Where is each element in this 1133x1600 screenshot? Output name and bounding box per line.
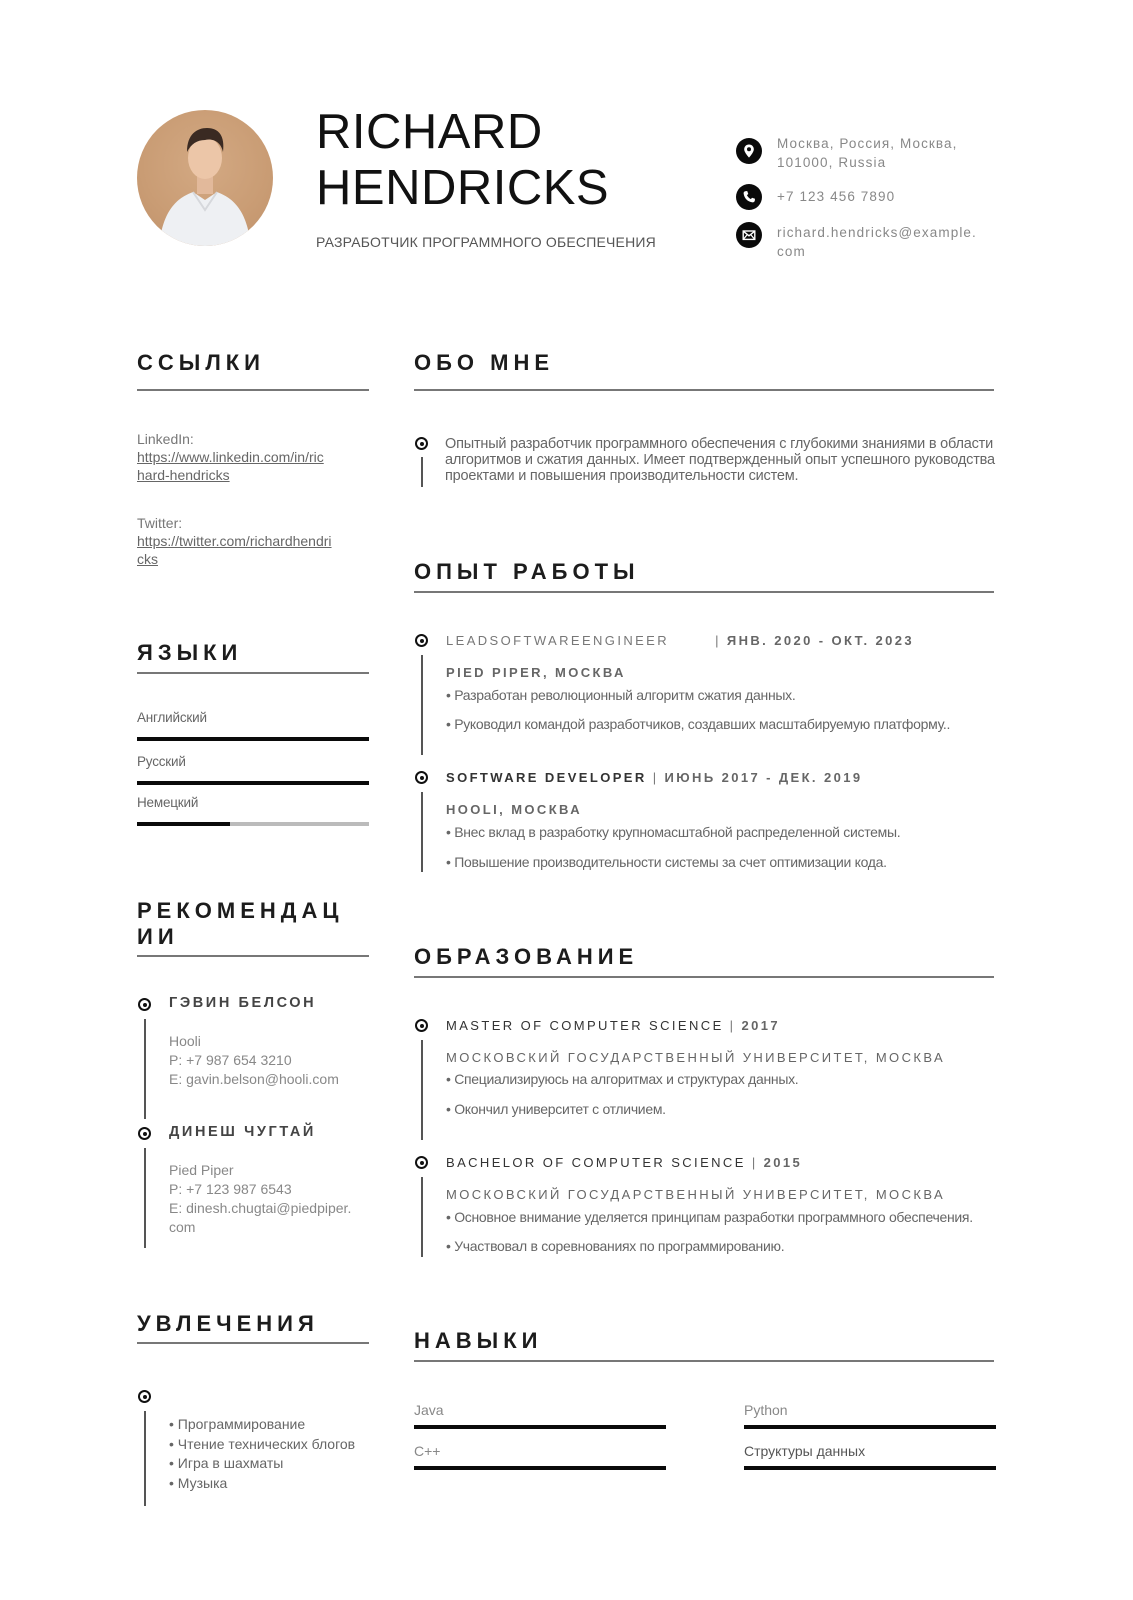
reference-company: Pied Piper — [169, 1162, 234, 1178]
degree-year: 2017 — [741, 1018, 780, 1033]
skills-heading: НАВЫКИ — [414, 1328, 543, 1353]
envelope-icon — [736, 222, 762, 248]
timeline-dot-icon — [138, 1127, 151, 1140]
reference-name: ДИНЕШ ЧУГТАЙ — [169, 1124, 316, 1140]
hobby-item: • Музыка — [169, 1474, 228, 1491]
links-divider — [137, 389, 369, 391]
email-text[interactable] — [777, 223, 1007, 261]
timeline-dot-icon — [415, 1156, 428, 1169]
profile-photo-icon — [137, 110, 273, 246]
skill-python-bar — [744, 1425, 996, 1429]
timeline-line — [421, 1040, 423, 1140]
experience-divider — [414, 591, 994, 593]
degree-heading — [446, 1155, 802, 1170]
language-german: Немецкий — [137, 795, 199, 810]
contact-email — [736, 222, 1007, 261]
job-company: PIED PIPER, МОСКВА — [446, 665, 626, 680]
address-line-1: Москва, Россия, Москва, — [777, 136, 958, 151]
degree-bullet: • Участвовал в соревнованиях по программированию. — [446, 1238, 785, 1254]
timeline-line — [144, 1019, 146, 1119]
job-company: HOOLI, МОСКВА — [446, 802, 582, 817]
reference-email: E: dinesh.chugtai@piedpiper. — [169, 1200, 352, 1216]
timeline-line — [421, 792, 423, 872]
linkedin-label: LinkedIn: — [137, 431, 194, 447]
skills-divider — [414, 1360, 994, 1362]
references-heading-line-1: РЕКОМЕНДАЦ — [137, 898, 344, 923]
twitter-url[interactable] — [137, 532, 367, 568]
job-bullet: • Внес вклад в разработку крупномасштабной распределенной системы. — [446, 824, 901, 840]
timeline-dot-icon — [415, 1019, 428, 1032]
job-role: LEADSOFTWAREENGINEER — [446, 633, 670, 648]
language-english: Английский — [137, 710, 207, 725]
language-german-bar — [137, 822, 369, 826]
education-divider — [414, 976, 994, 978]
job-bullet: • Руководил командой разработчиков, создавших масштабируемую платформу.. — [446, 716, 951, 732]
job-separator: | — [652, 770, 659, 785]
job-separator: | — [715, 633, 721, 648]
timeline-dot-icon — [415, 437, 428, 450]
skill-java: Java — [414, 1402, 444, 1418]
hobbies-heading: УВЛЕЧЕНИЯ — [137, 1311, 319, 1336]
name-last: HENDRICKS — [316, 161, 610, 215]
language-english-fill — [137, 737, 369, 741]
hobbies-list — [169, 1415, 355, 1493]
references-heading — [137, 898, 343, 950]
linkedin-url-line-1: https://www.linkedin.com/in/ric — [137, 449, 324, 465]
degree-bullet: • Специализируюсь на алгоритмах и структурах данных. — [446, 1071, 799, 1087]
skill-data-structures: Структуры данных — [744, 1443, 866, 1459]
reference-details — [169, 1161, 379, 1237]
twitter-url-line-2: cks — [137, 551, 158, 567]
avatar — [137, 110, 273, 246]
about-text: Опытный разработчик программного обеспечения с глубокими знаниями в области алгоритмов и сжатия данных. Имеет подтвержденный опыт успешного руководства проектами и повышения производительности систем. — [445, 436, 995, 484]
degree-separator: | — [729, 1018, 736, 1033]
reference-phone: P: +7 987 654 3210 — [169, 1052, 292, 1068]
email-line-1: richard.hendricks@example. — [777, 225, 977, 240]
link-linkedin — [137, 430, 367, 484]
reference-email-line-2: com — [169, 1219, 196, 1235]
degree-school: МОСКОВСКИЙ ГОСУДАРСТВЕННЫЙ УНИВЕРСИТЕТ, МОСКВА — [446, 1187, 946, 1202]
address-line-2: 101000, Russia — [777, 155, 887, 170]
references-divider — [137, 955, 369, 957]
timeline-line — [421, 655, 423, 755]
reference-name: ГЭВИН БЕЛСОН — [169, 995, 317, 1011]
education-heading: ОБРАЗОВАНИЕ — [414, 944, 639, 969]
location-pin-icon — [736, 138, 762, 164]
timeline-line — [421, 457, 423, 487]
job-title: РАЗРАБОТЧИК ПРОГРАММНОГО ОБЕСПЕЧЕНИЯ — [316, 234, 656, 250]
timeline-dot-icon — [415, 771, 428, 784]
job-dates: ИЮНЬ 2017 - ДЕК. 2019 — [664, 770, 863, 785]
name-first: RICHARD — [316, 105, 543, 159]
language-german-fill — [137, 822, 230, 826]
timeline-line — [144, 1411, 146, 1506]
hobby-item: • Чтение технических блогов — [169, 1435, 356, 1452]
degree-school: МОСКОВСКИЙ ГОСУДАРСТВЕННЫЙ УНИВЕРСИТЕТ, МОСКВА — [446, 1050, 946, 1065]
link-twitter — [137, 514, 367, 568]
contact-address — [736, 138, 1007, 172]
timeline-dot-icon — [415, 634, 428, 647]
about-divider — [414, 389, 994, 391]
experience-heading: ОПЫТ РАБОТЫ — [414, 559, 640, 584]
phone-text: +7 123 456 7890 — [777, 189, 896, 204]
reference-phone: P: +7 123 987 6543 — [169, 1181, 292, 1197]
candidate-name — [316, 104, 609, 216]
twitter-label: Twitter: — [137, 515, 183, 531]
skill-cpp-bar — [414, 1466, 666, 1470]
about-heading: ОБО МНЕ — [414, 350, 555, 375]
job-bullet: • Повышение производительности системы за счет оптимизации кода. — [446, 854, 887, 870]
reference-email: E: gavin.belson@hooli.com — [169, 1071, 339, 1087]
skill-data-structures-bar — [744, 1466, 996, 1470]
job-role: SOFTWARE DEVELOPER — [446, 770, 647, 785]
degree-heading — [446, 1018, 780, 1033]
job-dates: ЯНВ. 2020 - ОКТ. 2023 — [726, 633, 915, 648]
degree-separator: | — [751, 1155, 758, 1170]
timeline-line — [144, 1148, 146, 1248]
degree-name: MASTER OF COMPUTER SCIENCE — [446, 1018, 724, 1033]
degree-bullet: • Окончил университет с отличием. — [446, 1101, 666, 1117]
degree-year: 2015 — [763, 1155, 803, 1170]
skill-cpp: C++ — [414, 1443, 441, 1459]
language-russian-bar — [137, 781, 369, 785]
timeline-dot-icon — [138, 1390, 151, 1403]
references-heading-line-2: ИИ — [137, 924, 179, 949]
reference-company: Hooli — [169, 1033, 201, 1049]
hobby-item: • Программирование — [169, 1416, 306, 1432]
twitter-url-line-1: https://twitter.com/richardhendri — [137, 533, 332, 549]
skill-java-bar — [414, 1425, 666, 1429]
timeline-line — [421, 1177, 423, 1257]
job-heading — [446, 633, 914, 648]
reference-details — [169, 1032, 379, 1089]
timeline-dot-icon — [138, 998, 151, 1011]
hobbies-divider — [137, 1342, 369, 1344]
degree-name: BACHELOR OF COMPUTER SCIENCE — [446, 1155, 746, 1170]
linkedin-url-line-2: hard-hendricks — [137, 467, 230, 483]
phone-icon — [736, 184, 762, 210]
links-heading: ССЫЛКИ — [137, 350, 265, 375]
address-text — [777, 134, 1007, 172]
language-russian-fill — [137, 781, 369, 785]
degree-bullet: • Основное внимание уделяется принципам разработки программного обеспечения. — [446, 1209, 973, 1225]
languages-divider — [137, 672, 369, 674]
email-line-2: com — [777, 244, 806, 259]
language-russian: Русский — [137, 754, 186, 769]
job-heading — [446, 770, 862, 785]
job-bullet: • Разработан революционный алгоритм сжатия данных. — [446, 687, 796, 703]
contact-phone — [736, 184, 1007, 210]
language-english-bar — [137, 737, 369, 741]
languages-heading: ЯЗЫКИ — [137, 640, 243, 665]
linkedin-url[interactable] — [137, 448, 367, 484]
hobby-item: • Игра в шахматы — [169, 1455, 284, 1471]
skill-python: Python — [744, 1402, 788, 1418]
